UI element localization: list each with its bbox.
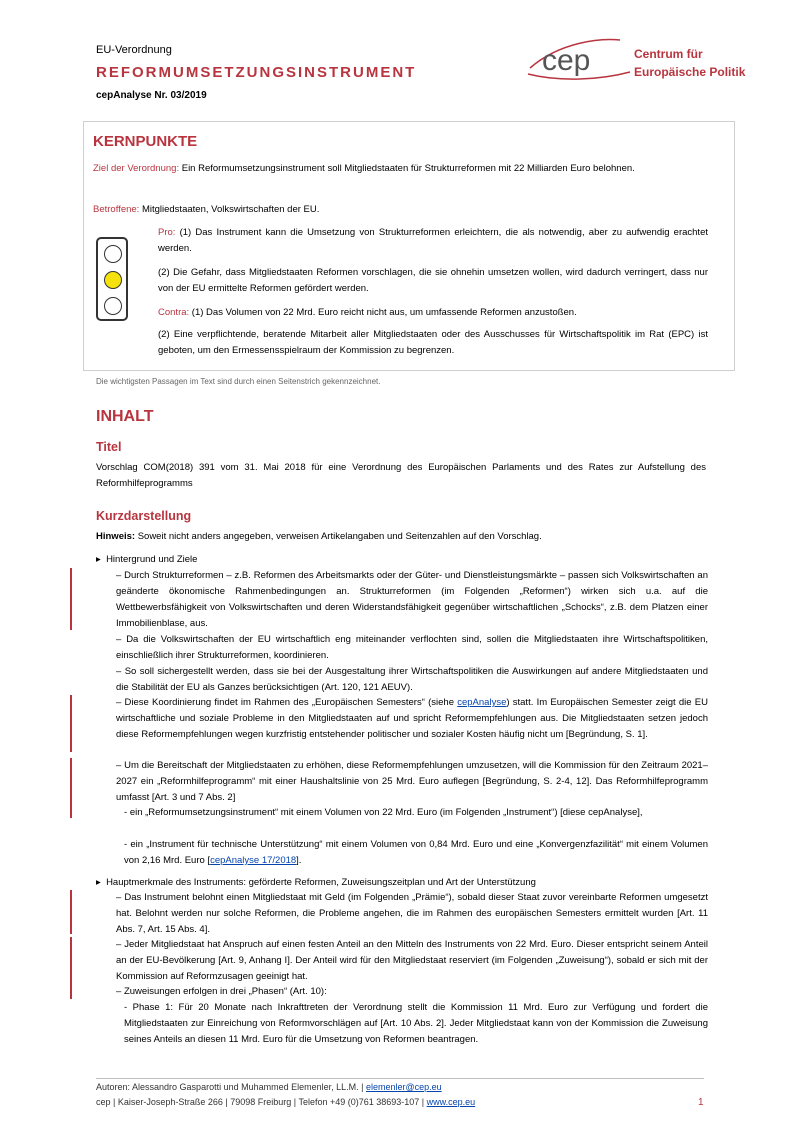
cepanalyse-17-2018-link[interactable]: cepAnalyse 17/2018 [210,855,297,866]
triangle-bullet-icon: ▸ [96,554,101,565]
footer-address: cep | Kaiser-Joseph-Straße 266 | 79098 Freiburg | Telefon +49 (0)761 38693-107 | www.cep.eu [96,1097,476,1107]
list-item: – Diese Koordinierung findet im Rahmen des „Europäischen Semesters“ (siehe cepAnalyse) statt. Im Europäischen Semester zeigt die EU wirtschaftliche und soziale Probleme in den Mitgliedstaaten auf und spricht Reformempfehlungen aus. Die Mitgliedstaaten setzen jedoch diese Reformempfehlungen wegen kurzfristig entstehender politischer und sozialer Kosten häufig nicht um [Begründung, S. 1]. [116,697,708,740]
ziel-label: Ziel der Verordnung: [93,163,180,174]
inhalt-heading: INHALT [96,408,154,425]
hinweis-label: Hinweis: [96,531,136,542]
contra-2: (2) Eine verpflichtende, beratende Mitarbeit aller Mitgliedstaaten oder des Ausschusses für Wirtschaftspolitik im Rat (EPC) ist geboten, um den Ermessensspielraum der Kommission zu begrenzen. [158,329,708,356]
kernpunkte-note: Die wichtigsten Passagen im Text sind durch einen Seitenstrich gekennzeichnet. [96,377,381,386]
org-name-line1: Centrum für [634,47,703,61]
footer-authors: Autoren: Alessandro Gasparotti und Muhammed Elemenler, LL.M. | elemenler@cep.eu [96,1082,442,1092]
highlight-bar [70,758,72,818]
pro-label: Pro: [158,227,176,238]
document-type: EU-Verordnung [96,44,172,56]
highlight-bar [70,568,72,630]
titel-heading: Titel [96,440,122,454]
section-hintergrund [96,552,706,568]
kernpunkte-betroffene [93,202,707,218]
traffic-light-red-off [104,245,122,263]
list-item: – Jeder Mitgliedstaat hat Anspruch auf einen festen Anteil an den Mitteln des Instruments von 22 Mrd. Euro. Dieser entspricht seinem Anteil an der EU-Bevölkerung [Art. 9, Anhang I]. Der Anteil wird für den Mitgliedstaat reserviert (im Folgenden „Zuweisung“), sobald er sich mit der Kommission auf Reformzusagen geeinigt hat. [116,939,708,982]
highlight-bar [70,937,72,999]
ziel-text: Ein Reformumsetzungsinstrument soll Mitgliedstaaten für Strukturreformen mit 22 Milliarden Euro belohnen. [179,163,635,174]
kernpunkte-ziel [93,161,707,177]
cepanalyse-link[interactable]: cepAnalyse [457,697,507,708]
kernpunkte-heading: KERNPUNKTE [93,133,198,150]
list-item: – Zuweisungen erfolgen in drei „Phasen“ (Art. 10): [116,986,327,997]
list-item: – Um die Bereitschaft der Mitgliedstaaten zu erhöhen, diese Reformempfehlungen umzusetzen, will die Kommission für den Zeitraum 2021–2027 ein „Reformhilfeprogramm“ mit einer Haushaltslinie von 25 Mrd. Euro auflegen [Begründung, S. 2-4, 12]. Das Reformhilfeprogramm umfasst [Art. 3 und 7 Abs. 2] [116,760,708,803]
contra-label: Contra: [158,307,190,318]
hinweis-text: Soweit nicht anders angegeben, verweisen Artikelangaben und Seitenzahlen auf den Vorschlag. [135,531,542,542]
highlight-bar [70,890,72,934]
traffic-light-yellow-on [104,271,122,289]
document-title: REFORMUMSETZUNGSINSTRUMENT [96,64,417,81]
triangle-bullet-icon: ▸ [96,877,101,888]
website-link[interactable]: www.cep.eu [426,1097,476,1107]
kurzdarstellung-heading: Kurzdarstellung [96,509,192,523]
document-reference: cepAnalyse Nr. 03/2019 [96,90,207,101]
author-email-link[interactable]: elemenler@cep.eu [365,1082,442,1092]
contra-1: Contra: (1) Das Volumen von 22 Mrd. Euro reicht nicht aus, um umfassende Reformen anzustoßen. [158,307,577,318]
list-item: – Das Instrument belohnt einen Mitgliedstaat mit Geld (im Folgenden „Prämie“), sobald dieser Staat zuvor vereinbarte Reformen umgesetzt hat. Belohnt werden nur solche Reformen, die Probleme angehen, die im Rahmen des europäischen Semesters ermittelt wurden [Art. 11 Abs. 7, Art. 15 Abs. 4]. [116,892,708,935]
section-title: Hauptmerkmale des Instruments: geförderte Reformen, Zuweisungszeitplan und Art der Unterstützung [106,877,536,888]
list-item: – So soll sichergestellt werden, dass sie bei der Ausgestaltung ihrer Wirtschaftspolitiken die Auswirkungen auf andere Mitgliedstaaten und die Stabilität der EU als Ganzes berücksichtigen (Art. 120, 121 AEUV). [116,666,708,693]
hinweis [96,529,706,545]
traffic-light-icon [96,237,128,321]
section-hauptmerkmale [96,875,706,891]
pro-1: Pro: (1) Das Instrument kann die Umsetzung von Strukturreformen erleichtern, die als notwendig, aber zu aufwendig erachtet werden. [158,227,708,254]
highlight-bar [70,695,72,752]
betroffene-label: Betroffene: [93,204,140,215]
section-title: Hintergrund und Ziele [106,554,198,565]
org-name [634,45,745,81]
traffic-light-green-off [104,297,122,315]
org-name-line2: Europäische Politik [634,65,746,79]
sub-list-item: - ein „Instrument für technische Unterstützung“ mit einem Volumen von 0,84 Mrd. Euro und eine „Konvergenzfazilität“ mit einem Volumen von 2,16 Mrd. Euro [cepAnalyse 17/2018]. [124,839,708,866]
page-number: 1 [698,1097,704,1108]
titel-text: Vorschlag COM(2018) 391 vom 31. Mai 2018 für eine Verordnung des Europäischen Parlaments und des Rates zur Aufstellung des Reformhilfeprogramms [96,462,706,489]
footer-divider [96,1078,704,1079]
sub-list-item: - Phase 1: Für 20 Monate nach Inkrafttreten der Verordnung stellt die Kommission 11 Mrd. Euro zur Verfügung und fordert die Mitgliedstaaten zur Einreichung von Reformvorschlägen auf [Art. 10 Abs. 2]. Jeder Mitgliedstaat kann von der Kommission die Zuweisung seines Anteils an diesen 11 Mrd. Euro für die Umsetzung von Reformen beantragen. [124,1002,708,1045]
list-item: – Durch Strukturreformen – z.B. Reformen des Arbeitsmarkts oder der Güter- und Dienstleistungsmärkte – passen sich Volkswirtschaften an geänderte ökonomische Rahmenbedingungen an. Strukturreformen (im Folgenden „Reformen“) wirken sich u.a. auf die Wettbewerbsfähigkeit von Volkswirtschaften und deren Widerstandsfähigkeit gegenüber wirtschaftlichen „Schocks“, z.B. dem Platzen einer Immobilienblase, aus. [116,570,708,629]
cep-logo-text: cep [542,44,591,77]
sub-list-item: - ein „Reformumsetzungsinstrument“ mit einem Volumen von 22 Mrd. Euro (im Folgenden „Instrument“) [diese cepAnalyse], [124,807,643,818]
list-item: – Da die Volkswirtschaften der EU wirtschaftlich eng miteinander verflochten sind, sollen die Mitgliedstaaten ihre Wirtschaftspolitiken, einschließlich ihrer Strukturreformen, koordinieren. [116,634,708,661]
pro-2: (2) Die Gefahr, dass Mitgliedstaaten Reformen vorschlagen, die sie ohnehin umsetzen wollen, wird dadurch verringert, dass nur von der EU ermittelte Reformen gefördert werden. [158,267,708,294]
betroffene-text: Mitgliedstaaten, Volkswirtschaften der EU. [139,204,320,215]
